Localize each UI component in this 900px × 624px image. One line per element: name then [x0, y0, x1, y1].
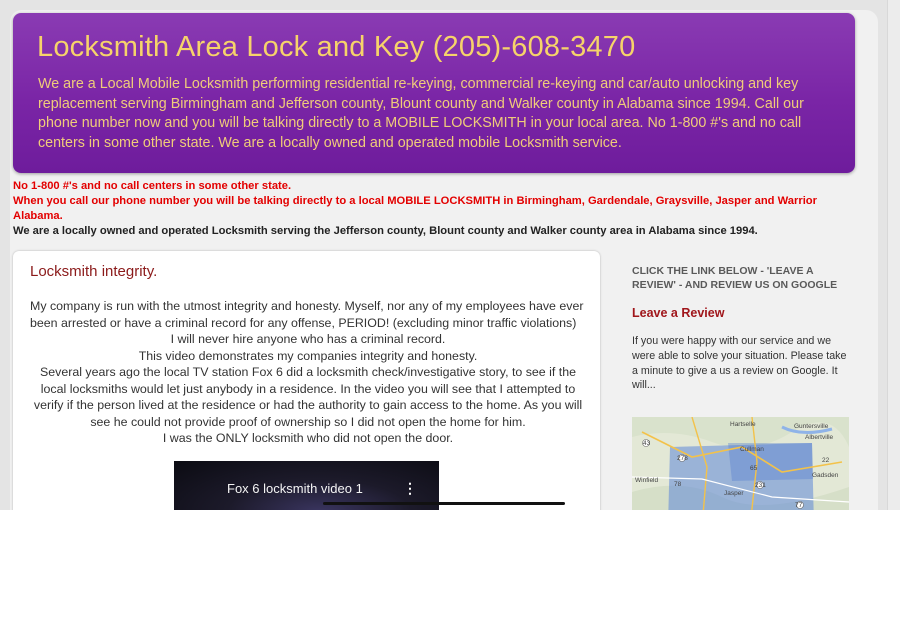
map-label-guntersville: Guntersville — [794, 423, 829, 430]
map-label-hartselle: Hartselle — [730, 421, 756, 428]
review-description: If you were happy with our service and we were able to solve your situation. Please take a minute to give a us a review on Google. It will... — [632, 335, 847, 392]
map-label-gadsden: Gadsden — [812, 472, 839, 479]
integrity-text — [30, 298, 586, 447]
map-label-winfield: Winfield — [635, 477, 659, 484]
leave-review-link[interactable]: Leave a Review — [632, 306, 725, 320]
map-route-278: 278 — [677, 455, 688, 462]
paragraph-only-locksmith: I was the ONLY locksmith who did not open the door. — [162, 431, 454, 445]
video-menu-icon[interactable]: ⋮ — [403, 480, 417, 496]
sidebar-heading: CLICK THE LINK BELOW - 'LEAVE A REVIEW' - AND REVIEW US ON GOOGLE — [632, 265, 838, 291]
map-route-231: 231 — [755, 482, 766, 489]
map-label-albertville: Albertville — [805, 434, 834, 441]
video-progress-bar[interactable] — [323, 502, 565, 505]
map-label-cullman: Cullman — [740, 446, 764, 453]
section-title: Locksmith integrity. — [30, 263, 158, 280]
site-title: Locksmith Area Lock and Key (205)-608-3470 — [37, 31, 636, 63]
paragraph-fox6-story: Several years ago the local TV station Fox 6 did a locksmith check/investigative story, to see if the local locksmiths would let just anybody in a residence. In the video you will see that I attempted to verify if the person lived at the residence or had the authority to gain access to the home. As you will see he could not provide proof of ownership so I did not open the home for him. — [33, 365, 583, 429]
map-label-jasper: Jasper — [724, 490, 744, 497]
notice-line-3: We are a locally owned and operated Locksmith serving the Jefferson county, Blount county and Walker county area in Alabama since 1994. — [13, 225, 758, 237]
integrity-card — [13, 251, 600, 510]
notice-line-2: When you call our phone number you will be talking directly to a local MOBILE LOCKSMITH in Birmingham, Gardendale, Graysville, Jasper and Warrior Alabama. — [13, 195, 817, 222]
site-header — [13, 13, 855, 173]
site-description: We are a Local Mobile Locksmith performing residential re-keying, commercial re-keying and car/auto unlocking and key replacement serving Birmingham and Jefferson county, Blount county and Walker county in Alabama since 1994. Call our phone number now and you will be talking directly to a MOBILE LOCKSMITH in your local area. No 1-800 #'s and no call centers in some other state. We are a locally owned and operated mobile Locksmith service. — [38, 76, 804, 151]
page-scrollbar[interactable] — [887, 0, 900, 510]
review-sidebar — [632, 265, 850, 393]
paragraph-no-hire: I will never hire anyone who has a criminal record. — [170, 332, 446, 346]
paragraph-video-intro: This video demonstrates my companies integrity and honesty. — [138, 348, 478, 363]
map-route-78: 78 — [674, 481, 682, 488]
notice-block — [13, 179, 833, 239]
notice-line-1: No 1-800 #'s and no call centers in some other state. — [13, 180, 292, 192]
map-route-77: 77 — [795, 502, 803, 509]
video-title: Fox 6 locksmith video 1 — [227, 481, 363, 496]
map-route-43: 43 — [643, 440, 651, 447]
map-route-22: 22 — [822, 457, 830, 464]
map-route-65: 65 — [750, 465, 758, 472]
service-area-map[interactable] — [632, 417, 849, 510]
paragraph-integrity: My company is run with the utmost integrity and honesty. Myself, nor any of my employees have ever been arrested or have a criminal record for any offense, PERIOD! (excluding minor traffic violations) — [30, 299, 584, 330]
